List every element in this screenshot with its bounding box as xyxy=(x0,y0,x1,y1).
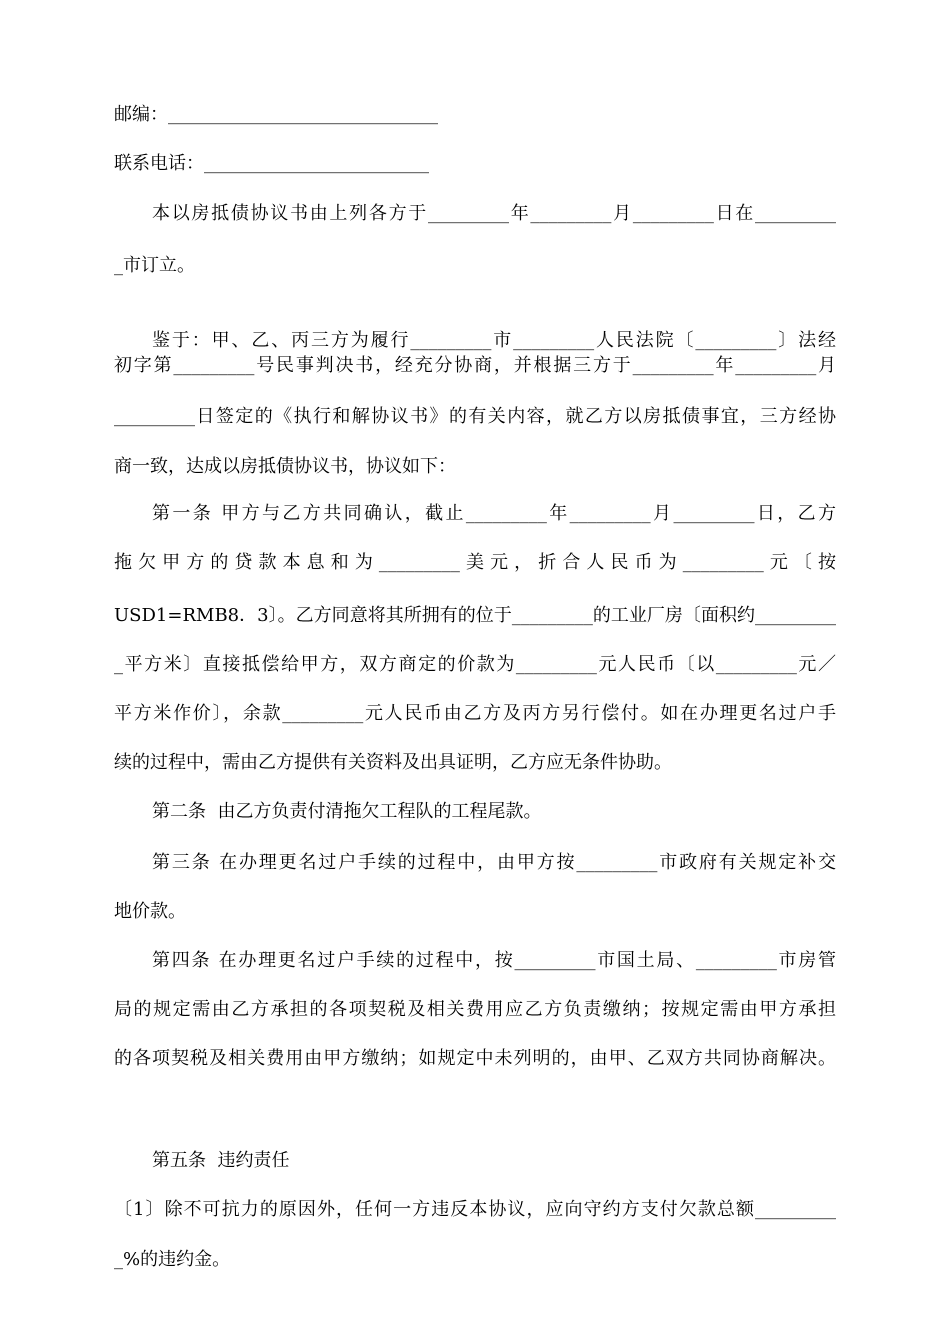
intro-line-1: 本以房抵债协议书由上列各方于_________年_________月_________日在_________ xyxy=(152,203,836,224)
article-1-line-5: 平方米作价〕，余款_________元人民币由乙方及丙方另行偿付。如在办理更名过户手 xyxy=(114,703,836,724)
article-4-line-3: 的各项契税及相关费用由甲方缴纳；如规定中未列明的，由甲、乙双方共同协商解决。 xyxy=(114,1048,836,1069)
whereas-line-4: 商一致，达成以房抵债协议书，协议如下： xyxy=(114,456,456,477)
article-1-line-1: 第一条 甲方与乙方共同确认，截止_________年_________月_________日，乙方 xyxy=(152,503,836,524)
phone-line: 联系电话：_________________________ xyxy=(114,153,429,174)
article-5-clause-1-line-1: 〔1〕除不可抗力的原因外，任何一方违反本协议，应向守约方支付欠款总额_________ xyxy=(114,1199,836,1220)
article-4-line-2: 局的规定需由乙方承担的各项契税及相关费用应乙方负责缴纳；按规定需由甲方承担 xyxy=(114,999,836,1020)
article-3-line-2: 地价款。 xyxy=(114,901,186,922)
article-2: 第二条 由乙方负责付清拖欠工程队的工程尾款。 xyxy=(152,801,542,822)
article-3-line-1: 第三条 在办理更名过户手续的过程中，由甲方按_________市政府有关规定补交 xyxy=(152,852,836,873)
intro-line-2: _市订立。 xyxy=(114,255,195,276)
article-1-line-6: 续的过程中，需由乙方提供有关资料及出具证明，乙方应无条件协助。 xyxy=(114,752,672,773)
whereas-line-1: 鉴于：甲、乙、丙三方为履行_________市_________人民法院〔_________〕法经 xyxy=(152,330,836,351)
article-5-heading: 第五条 违约责任 xyxy=(152,1150,290,1171)
article-1-line-4: _平方米〕直接抵偿给甲方，双方商定的价款为_________元人民币〔以_________元／ xyxy=(114,654,836,675)
article-5-clause-1-line-2: _%的违约金。 xyxy=(114,1249,231,1270)
whereas-line-2: 初字第_________号民事判决书，经充分协商，并根据三方于_________年_________月 xyxy=(114,355,836,376)
article-4-line-1: 第四条 在办理更名过户手续的过程中，按_________市国土局、_________市房管 xyxy=(152,950,836,971)
article-1-line-3: USD1=RMB8．3〕。乙方同意将其所拥有的位于_________的工业厂房〔面积约_________ xyxy=(114,605,836,626)
whereas-line-3: _________日签定的《执行和解协议书》的有关内容，就乙方以房抵债事宜，三方经协 xyxy=(114,406,836,427)
article-1-line-2: 拖欠甲方的贷款本息和为_________美元，折合人民币为_________元〔按 xyxy=(114,552,836,573)
postcode-line: 邮编：______________________________ xyxy=(114,104,438,125)
